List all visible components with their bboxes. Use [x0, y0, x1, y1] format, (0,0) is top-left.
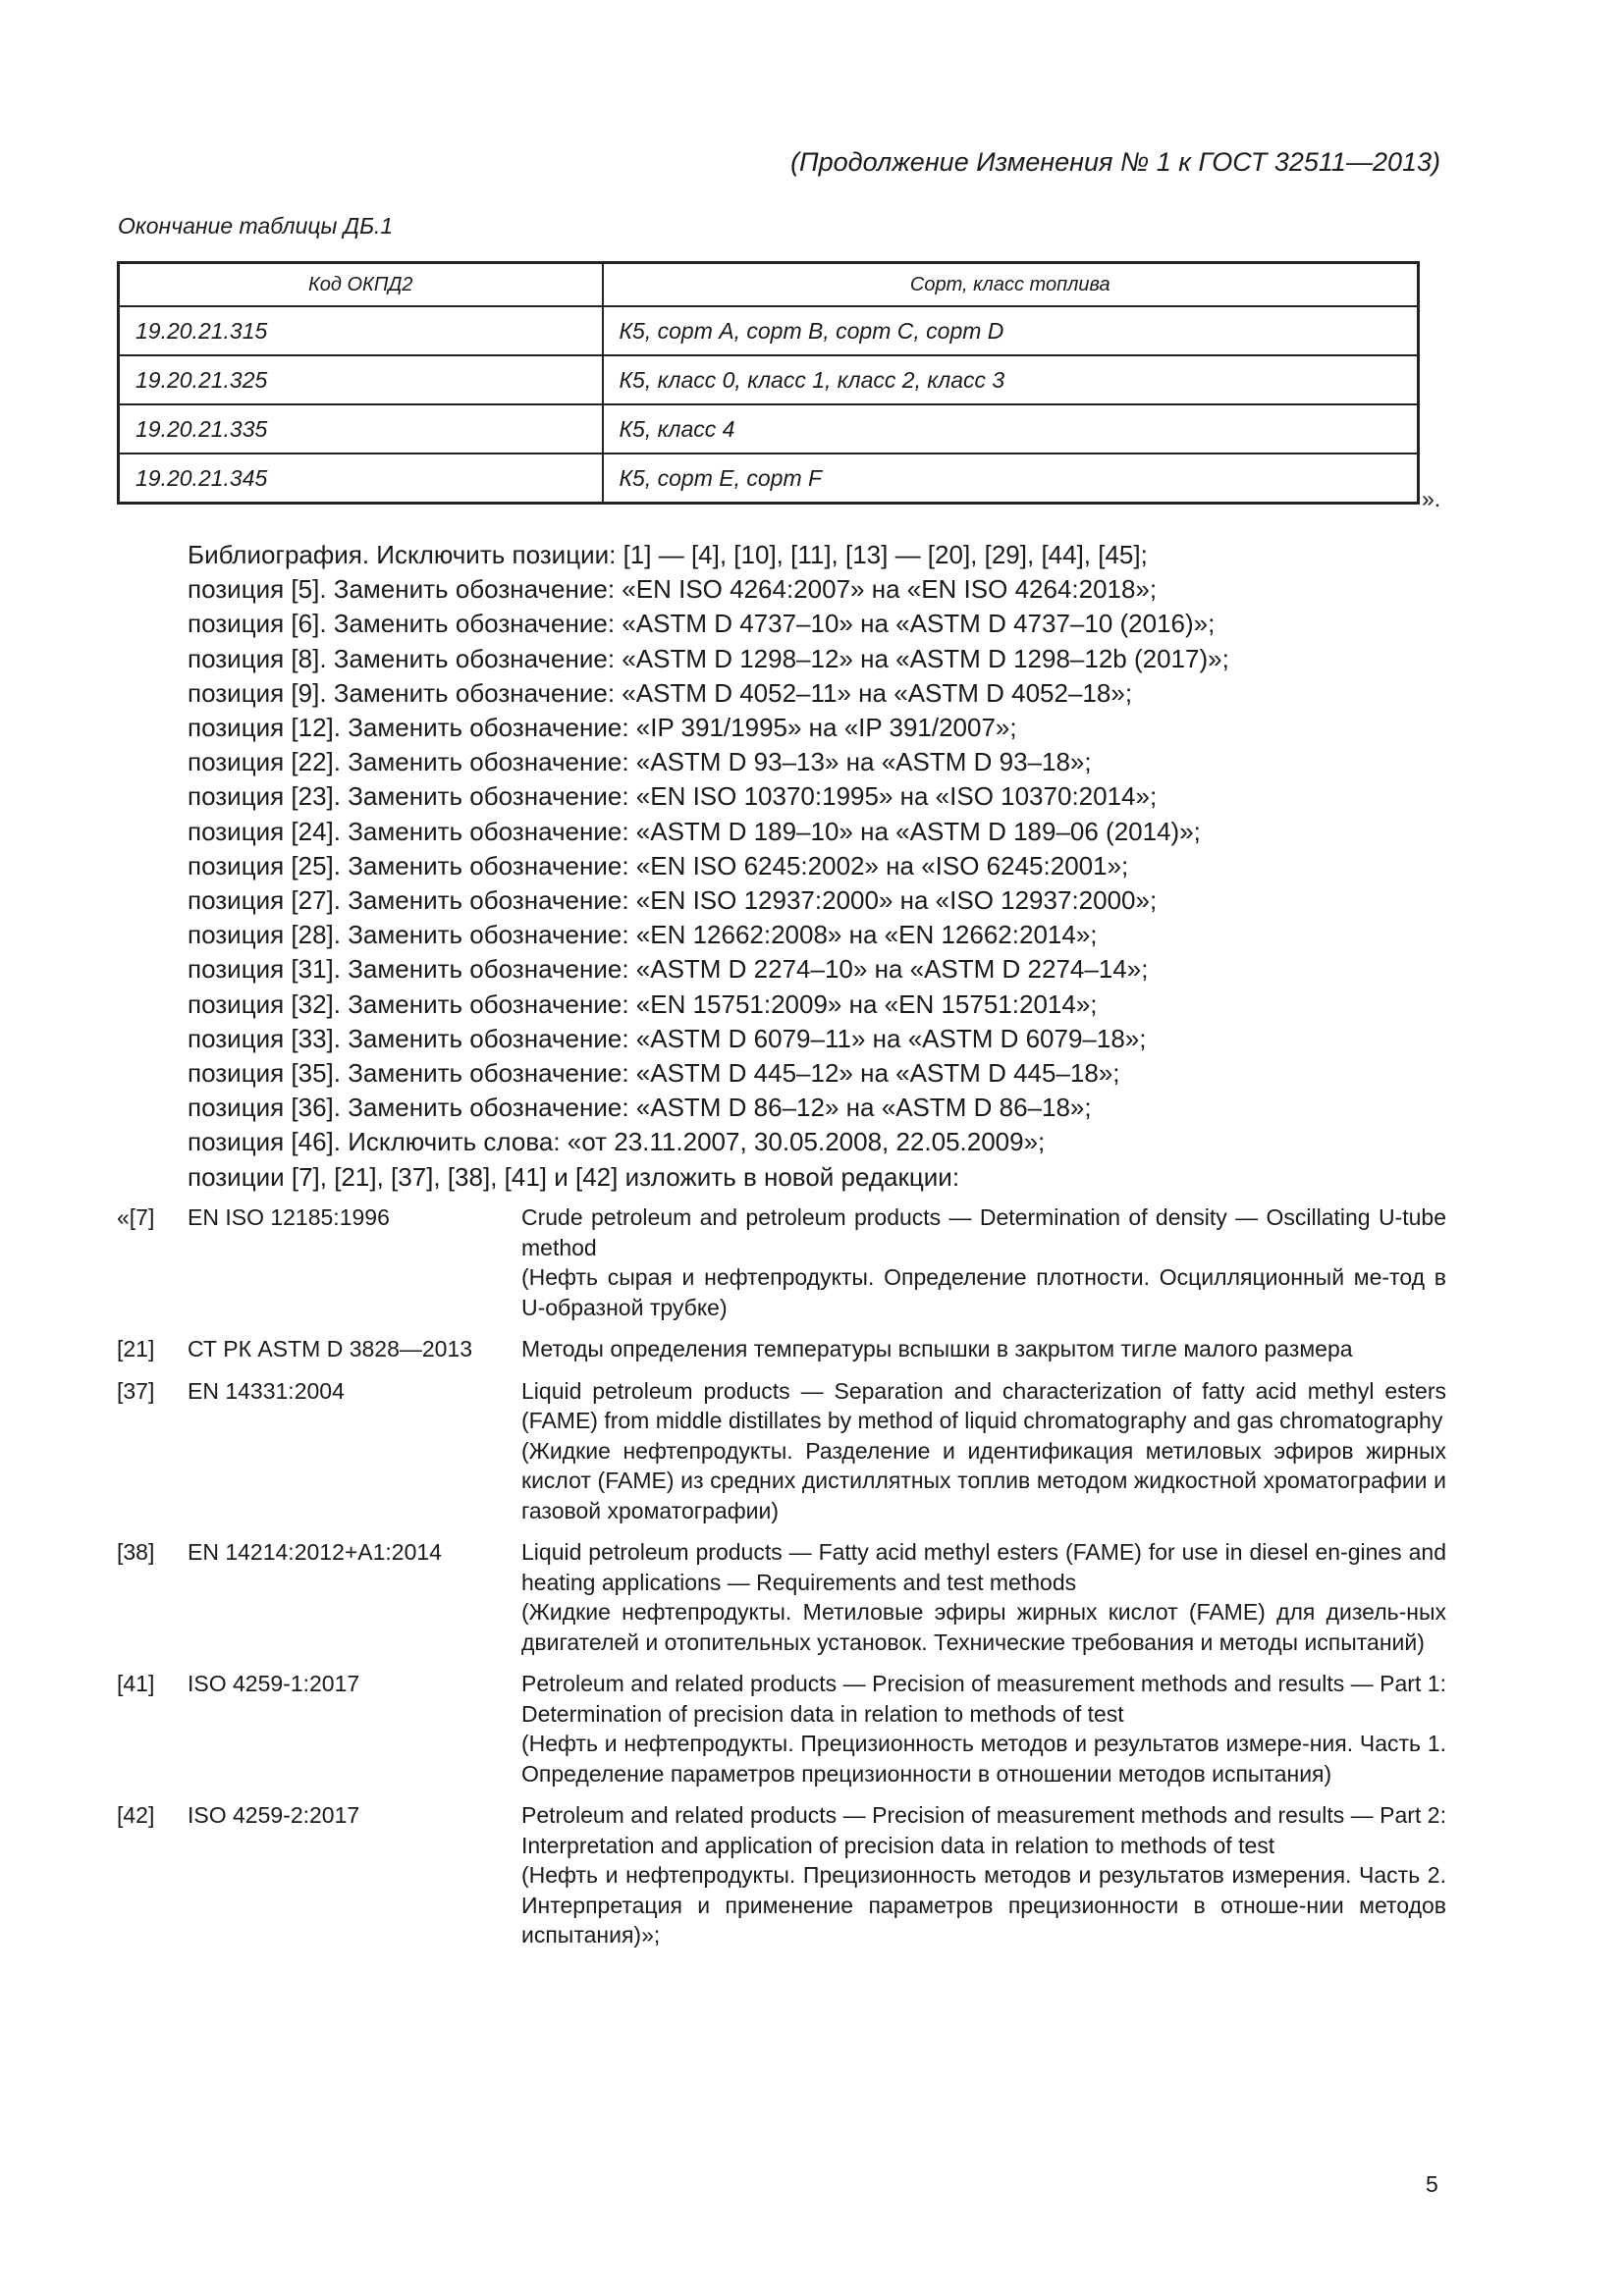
bibliography-line: позиция [6]. Заменить обозначение: «ASTM D 4737–10» на «ASTM D 4737–10 (2016)»;	[188, 609, 1216, 639]
cell-code: 19.20.21.335	[119, 404, 603, 454]
table-row	[119, 454, 1419, 504]
reference-title-en: Liquid petroleum products — Separation and characterization of fatty acid methyl esters (FAME) from middle distillates by method of liquid chromatography and gas chromatography	[521, 1377, 1446, 1433]
reference-code: СТ РК ASTM D 3828—2013	[188, 1336, 473, 1362]
reference-number: «[7]	[117, 1204, 155, 1230]
table-row	[119, 355, 1419, 404]
page-number: 5	[1426, 2171, 1438, 2197]
reference-title	[521, 1669, 1446, 1789]
table-closing-mark: ».	[1422, 486, 1441, 511]
column-header-grade: Сорт, класс топлива	[603, 263, 1419, 307]
reference-list	[117, 1202, 1446, 1962]
reference-title	[521, 1537, 1446, 1657]
reference-entry	[117, 1800, 1446, 1950]
table-row	[119, 404, 1419, 454]
bibliography-line: позиция [27]. Заменить обозначение: «EN ISO 12937:2000» на «ISO 12937:2000»;	[188, 885, 1158, 916]
okpd2-table	[117, 261, 1420, 505]
cell-grade: К5, сорт Е, сорт F	[603, 454, 1419, 504]
reference-entry	[117, 1202, 1446, 1322]
reference-number: [37]	[117, 1377, 155, 1404]
bibliography-line: позиция [35]. Заменить обозначение: «ASTM D 445–12» на «ASTM D 445–18»;	[188, 1058, 1120, 1089]
bibliography-line: позиция [5]. Заменить обозначение: «EN ISO 4264:2007» на «EN ISO 4264:2018»;	[188, 574, 1158, 605]
reference-number: [21]	[117, 1336, 155, 1362]
reference-title	[521, 1202, 1446, 1322]
bibliography-line: позиция [33]. Заменить обозначение: «ASTM D 6079–11» на «ASTM D 6079–18»;	[188, 1023, 1147, 1053]
cell-code: 19.20.21.315	[119, 306, 603, 355]
bibliography-line: позиция [28]. Заменить обозначение: «EN 12662:2008» на «EN 12662:2014»;	[188, 920, 1098, 950]
bibliography-line: позиция [36]. Заменить обозначение: «ASTM D 86–12» на «ASTM D 86–18»;	[188, 1093, 1092, 1123]
reference-code: EN 14214:2012+A1:2014	[188, 1539, 442, 1565]
table-row	[119, 306, 1419, 355]
okpd2-table-container	[117, 261, 1417, 505]
bibliography-line: позиция [25]. Заменить обозначение: «EN ISO 6245:2002» на «ISO 6245:2001»;	[188, 850, 1129, 881]
bibliography-line: позиция [23]. Заменить обозначение: «EN ISO 10370:1995» на «ISO 10370:2014»;	[188, 781, 1158, 812]
cell-grade: К5, класс 4	[603, 404, 1419, 454]
bibliography-line: позиция [22]. Заменить обозначение: «ASTM D 93–13» на «ASTM D 93–18»;	[188, 747, 1092, 777]
bibliography-line: позиция [12]. Заменить обозначение: «IP 391/1995» на «IP 391/2007»;	[188, 713, 1017, 743]
reference-code: ISO 4259-2:2017	[188, 1802, 360, 1828]
reference-number: [41]	[117, 1671, 155, 1696]
bibliography-line: позиция [24]. Заменить обозначение: «ASTM D 189–10» на «ASTM D 189–06 (2014)»;	[188, 816, 1201, 846]
reference-title-ru: (Нефть и нефтепродукты. Прецизионность методов и результатов измерения. Часть 2. Интерпретация и применение параметров прецизионности в отноше-нии методов испытания)»;	[521, 1862, 1446, 1948]
cell-grade: К5, класс 0, класс 1, класс 2, класс 3	[603, 355, 1419, 404]
bibliography-line: позиция [9]. Заменить обозначение: «ASTM D 4052–11» на «ASTM D 4052–18»;	[188, 677, 1133, 708]
bibliography-line: Библиография. Исключить позиции: [1] — [4], [10], [11], [13] — [20], [29], [44], [45];	[188, 540, 1148, 569]
cell-grade: К5, сорт А, сорт В, сорт С, сорт D	[603, 306, 1419, 355]
reference-code: EN ISO 12185:1996	[188, 1204, 390, 1230]
bibliography-changes	[188, 538, 1444, 1195]
reference-title	[521, 1334, 1446, 1364]
reference-entry	[117, 1669, 1446, 1789]
reference-title	[521, 1800, 1446, 1950]
reference-title-ru: (Жидкие нефтепродукты. Метиловые эфиры жирных кислот (FAME) для дизель-ных двигателей и отопительных установок. Технические требования и методы испытаний)	[521, 1599, 1446, 1655]
reference-title-ru: (Нефть сырая и нефтепродукты. Определение плотности. Осцилляционный ме-тод в U-образной трубке)	[521, 1264, 1446, 1320]
bibliography-line: позиция [31]. Заменить обозначение: «ASTM D 2274–10» на «ASTM D 2274–14»;	[188, 954, 1149, 985]
table-header-row	[119, 263, 1419, 307]
cell-code: 19.20.21.325	[119, 355, 603, 404]
reference-entry	[117, 1376, 1446, 1526]
reference-title-ru: Методы определения температуры вспышки в закрытом тигле малого размера	[521, 1336, 1353, 1362]
reference-code: ISO 4259-1:2017	[188, 1671, 360, 1696]
table-caption: Окончание таблицы ДБ.1	[118, 213, 394, 239]
column-header-code: Код ОКПД2	[119, 263, 603, 307]
bibliography-line: позиции [7], [21], [37], [38], [41] и [42] изложить в новой редакции:	[188, 1161, 960, 1192]
reference-title-en: Petroleum and related products — Precision of measurement methods and results — Part 2: Interpretation and application of precision data in relation to methods of test	[521, 1802, 1446, 1858]
reference-number: [42]	[117, 1802, 155, 1828]
reference-code: EN 14331:2004	[188, 1377, 345, 1404]
reference-title-en: Liquid petroleum products — Fatty acid methyl esters (FAME) for use in diesel en-gines and heating applications — Requirements and test methods	[521, 1539, 1446, 1595]
continuation-header: (Продолжение Изменения № 1 к ГОСТ 32511—2013)	[790, 147, 1440, 177]
reference-title-en: Petroleum and related products — Precision of measurement methods and results — Part 1: Determination of precision data in relation to methods of test	[521, 1671, 1446, 1727]
reference-title-ru: (Жидкие нефтепродукты. Разделение и идентификация метиловых эфиров жирных кислот (FAME) из средних дистиллятных топлив методом жидкостной хроматографии и газовой хроматографии)	[521, 1437, 1446, 1523]
reference-title-ru: (Нефть и нефтепродукты. Прецизионность методов и результатов измере-ния. Часть 1. Определение параметров прецизионности в отношении методов испытания)	[521, 1731, 1446, 1787]
reference-entry	[117, 1334, 1446, 1364]
reference-number: [38]	[117, 1539, 155, 1565]
bibliography-line: позиция [46]. Исключить слова: «от 23.11.2007, 30.05.2008, 22.05.2009»;	[188, 1127, 1046, 1157]
reference-title	[521, 1376, 1446, 1526]
reference-title-en: Crude petroleum and petroleum products — Determination of density — Oscillating U-tube method	[521, 1204, 1446, 1260]
bibliography-line: позиция [8]. Заменить обозначение: «ASTM D 1298–12» на «ASTM D 1298–12b (2017)»;	[188, 643, 1229, 673]
reference-entry	[117, 1537, 1446, 1657]
bibliography-line: позиция [32]. Заменить обозначение: «EN 15751:2009» на «EN 15751:2014»;	[188, 988, 1098, 1019]
cell-code: 19.20.21.345	[119, 454, 603, 504]
